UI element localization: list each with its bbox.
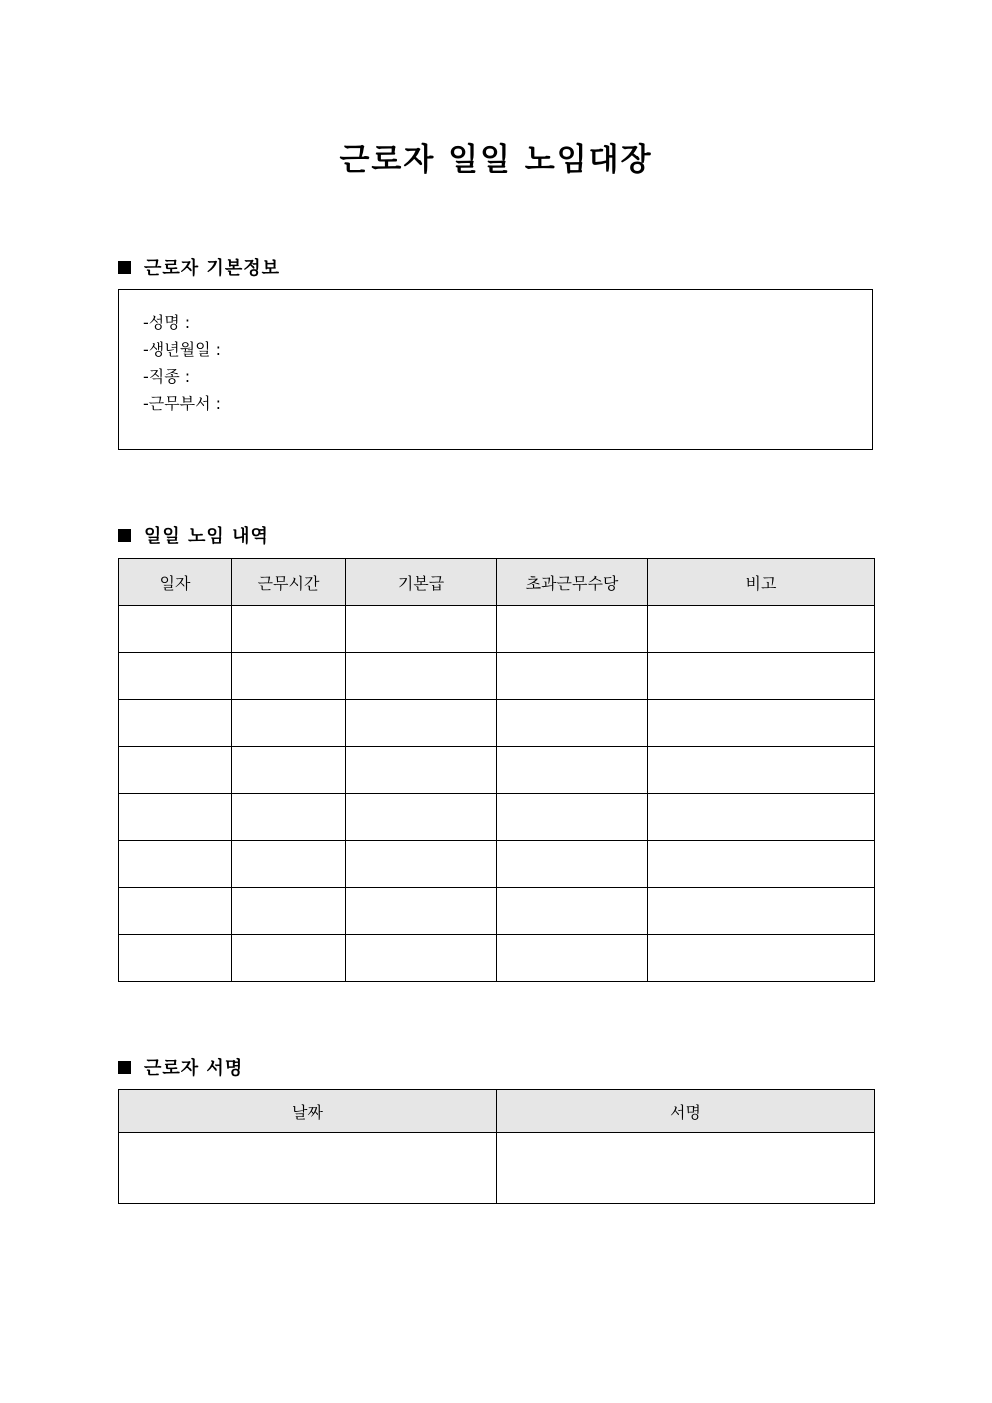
square-bullet-icon [118,1061,131,1074]
overtime-pay-cell[interactable] [497,888,648,935]
section-heading-basic-info [118,254,280,280]
column-header-base-pay: 기본급 [346,559,497,606]
table-row [119,653,875,700]
table-row [119,888,875,935]
remarks-cell[interactable] [648,888,875,935]
signature-cell[interactable] [497,1133,875,1204]
remarks-cell[interactable] [648,841,875,888]
column-header-sign-date: 날짜 [119,1090,497,1133]
column-header-overtime-pay: 초과근무수당 [497,559,648,606]
table-row [119,841,875,888]
date-cell[interactable] [119,653,232,700]
sign-date-cell[interactable] [119,1133,497,1204]
base-pay-cell[interactable] [346,606,497,653]
section-heading-label: 근로자 서명 [144,1058,244,1079]
work-hours-cell[interactable] [232,935,346,982]
section-heading-wage-history [118,522,269,548]
remarks-cell[interactable] [648,653,875,700]
overtime-pay-cell[interactable] [497,606,648,653]
work-hours-cell[interactable] [232,888,346,935]
remarks-cell[interactable] [648,700,875,747]
table-row [119,606,875,653]
section-heading-signature [118,1054,243,1080]
square-bullet-icon [118,529,131,542]
column-header-date: 일자 [119,559,232,606]
signature-table [118,1089,875,1204]
base-pay-cell[interactable] [346,841,497,888]
work-hours-cell[interactable] [232,653,346,700]
field-job-type[interactable]: -직종 : [143,367,191,386]
remarks-cell[interactable] [648,794,875,841]
square-bullet-icon [118,261,131,274]
table-header-row [119,559,875,606]
table-header-row [119,1090,875,1133]
overtime-pay-cell[interactable] [497,935,648,982]
base-pay-cell[interactable] [346,747,497,794]
date-cell[interactable] [119,700,232,747]
table-row [119,794,875,841]
overtime-pay-cell[interactable] [497,653,648,700]
wage-history-table [118,558,875,982]
work-hours-cell[interactable] [232,747,346,794]
overtime-pay-cell[interactable] [497,747,648,794]
table-row [119,935,875,982]
overtime-pay-cell[interactable] [497,841,648,888]
date-cell[interactable] [119,888,232,935]
work-hours-cell[interactable] [232,700,346,747]
section-heading-label: 근로자 기본정보 [144,258,280,279]
base-pay-cell[interactable] [346,888,497,935]
remarks-cell[interactable] [648,747,875,794]
date-cell[interactable] [119,794,232,841]
work-hours-cell[interactable] [232,794,346,841]
field-name[interactable]: -성명 : [143,313,191,332]
table-row [119,747,875,794]
field-department[interactable]: -근무부서 : [143,394,222,413]
page-title: 근로자 일일 노임대장 [339,142,653,178]
column-header-work-hours: 근무시간 [232,559,346,606]
base-pay-cell[interactable] [346,700,497,747]
work-hours-cell[interactable] [232,606,346,653]
date-cell[interactable] [119,841,232,888]
column-header-signature: 서명 [497,1090,875,1133]
overtime-pay-cell[interactable] [497,700,648,747]
remarks-cell[interactable] [648,606,875,653]
date-cell[interactable] [119,747,232,794]
base-pay-cell[interactable] [346,794,497,841]
remarks-cell[interactable] [648,935,875,982]
base-pay-cell[interactable] [346,935,497,982]
section-heading-label: 일일 노임 내역 [144,526,269,547]
table-row [119,1133,875,1204]
overtime-pay-cell[interactable] [497,794,648,841]
work-hours-cell[interactable] [232,841,346,888]
basic-info-box [118,289,873,450]
field-birthdate[interactable]: -생년월일 : [143,340,222,359]
date-cell[interactable] [119,935,232,982]
table-row [119,700,875,747]
date-cell[interactable] [119,606,232,653]
base-pay-cell[interactable] [346,653,497,700]
column-header-remarks: 비고 [648,559,875,606]
